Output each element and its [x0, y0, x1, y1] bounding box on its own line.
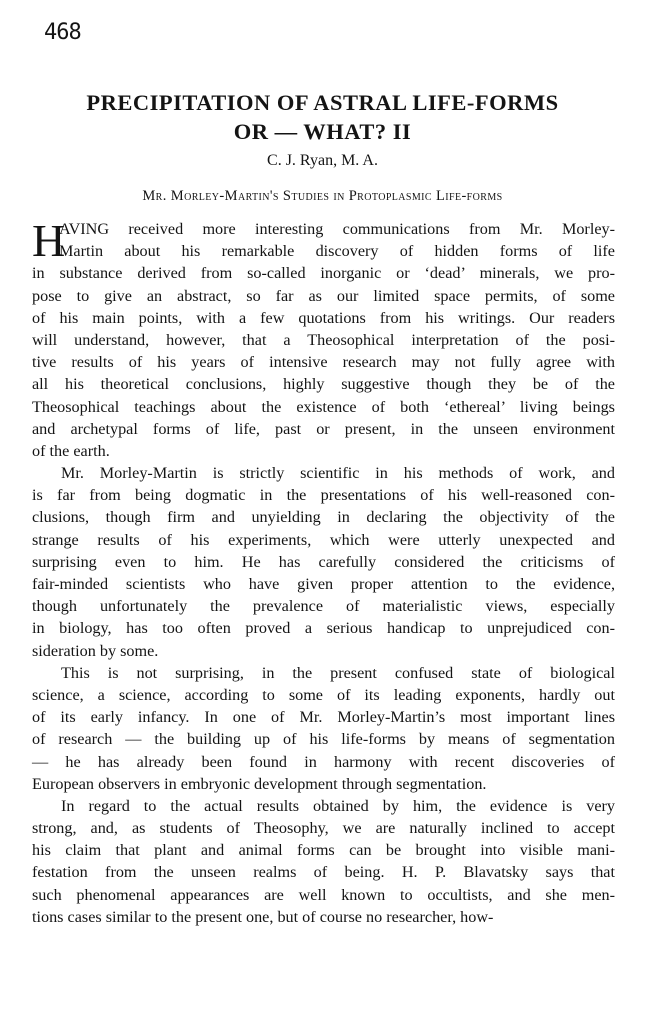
text-line: Mr. Morley-Martin is strictly scientific in his methods of work, and — [61, 464, 615, 483]
text-line: tive results of his years of intensive research may not fully agree with — [32, 353, 615, 372]
text-line: all his theoretical conclusions, highly suggestive though they be of the — [32, 375, 615, 394]
text-line: will understand, however, that a Theosophical interpretation of the posi- — [32, 330, 615, 349]
title-line-1: PRECIPITATION OF ASTRAL LIFE-FORMS — [86, 90, 559, 115]
text-line: his claim that plant and animal forms can be brought into visible mani- — [32, 841, 615, 860]
author-byline: C. J. Ryan, M. A. — [267, 152, 378, 169]
text-line: tions cases similar to the present one, but of course no researcher, how- — [32, 907, 494, 926]
text-line: in substance derived from so-called inorganic or ‘dead’ minerals, we pro- — [32, 264, 615, 283]
article-title — [30, 88, 615, 146]
text-line: is far from being dogmatic in the presentations of his well-reasoned con- — [32, 486, 615, 505]
text-line: such phenomenal appearances are well known to occultists, and she men- — [32, 885, 615, 904]
paragraph — [32, 215, 615, 462]
page-number: 468 — [44, 20, 81, 45]
section-subtitle: Mr. Morley-Martin's Studies in Protoplasmic Life-forms — [142, 188, 503, 204]
text-line: strange results of his experiments, which were utterly unexpected and — [32, 530, 615, 549]
title-line-2: OR — WHAT? II — [233, 119, 412, 144]
text-line: and archetypal forms of life, past or present, in the unseen environment — [32, 419, 615, 438]
paragraph — [32, 795, 615, 928]
paragraph — [32, 662, 615, 795]
text-line: In regard to the actual results obtained by him, the evidence is very — [61, 796, 615, 815]
text-line: European observers in embryonic development through segmentation. — [32, 774, 487, 793]
text-line: Martin about his remarkable discovery of hidden forms of life — [59, 242, 615, 261]
paragraph — [32, 462, 615, 662]
text-line: pose to give an abstract, so far as our limited space permits, of some — [32, 286, 615, 305]
text-line: though unfortunately the prevalence of materialistic views, especially — [32, 597, 615, 616]
text-line: AVING received more interesting communications from Mr. Morley- — [59, 220, 615, 238]
text-line: science, a science, according to some of its leading exponents, hardly out — [32, 685, 615, 704]
text-line: festation from the unseen realms of being. H. P. Blavatsky says that — [32, 863, 615, 882]
text-line: of its early infancy. In one of Mr. Morley-Martin’s most important lines — [32, 708, 615, 727]
text-line: strong, and, as students of Theosophy, we are naturally inclined to accept — [32, 819, 615, 838]
drop-cap: H — [32, 215, 66, 266]
text-line: in biology, has too often proved a serious handicap to unprejudiced con- — [32, 619, 615, 638]
text-line: of the earth. — [32, 441, 110, 460]
text-line: This is not surprising, in the present confused state of biological — [61, 663, 615, 682]
text-line: surprising even to him. He has carefully considered the criticisms of — [32, 552, 615, 571]
text-line: — he has already been found in harmony with recent discoveries of — [32, 752, 615, 771]
text-line: sideration by some. — [32, 641, 159, 660]
text-line: fair-minded scientists who have given proper attention to the evidence, — [32, 575, 615, 593]
article-body — [32, 215, 615, 928]
text-line: of research — the building up of his life-forms by means of segmentation — [32, 730, 615, 749]
text-line: clusions, though firm and unyielding in declaring the objectivity of the — [32, 508, 615, 527]
text-line: of his main points, with a few quotations from his writings. Our readers — [32, 308, 615, 327]
text-line: Theosophical teachings about the existence of both ‘ethereal’ living beings — [32, 397, 615, 416]
